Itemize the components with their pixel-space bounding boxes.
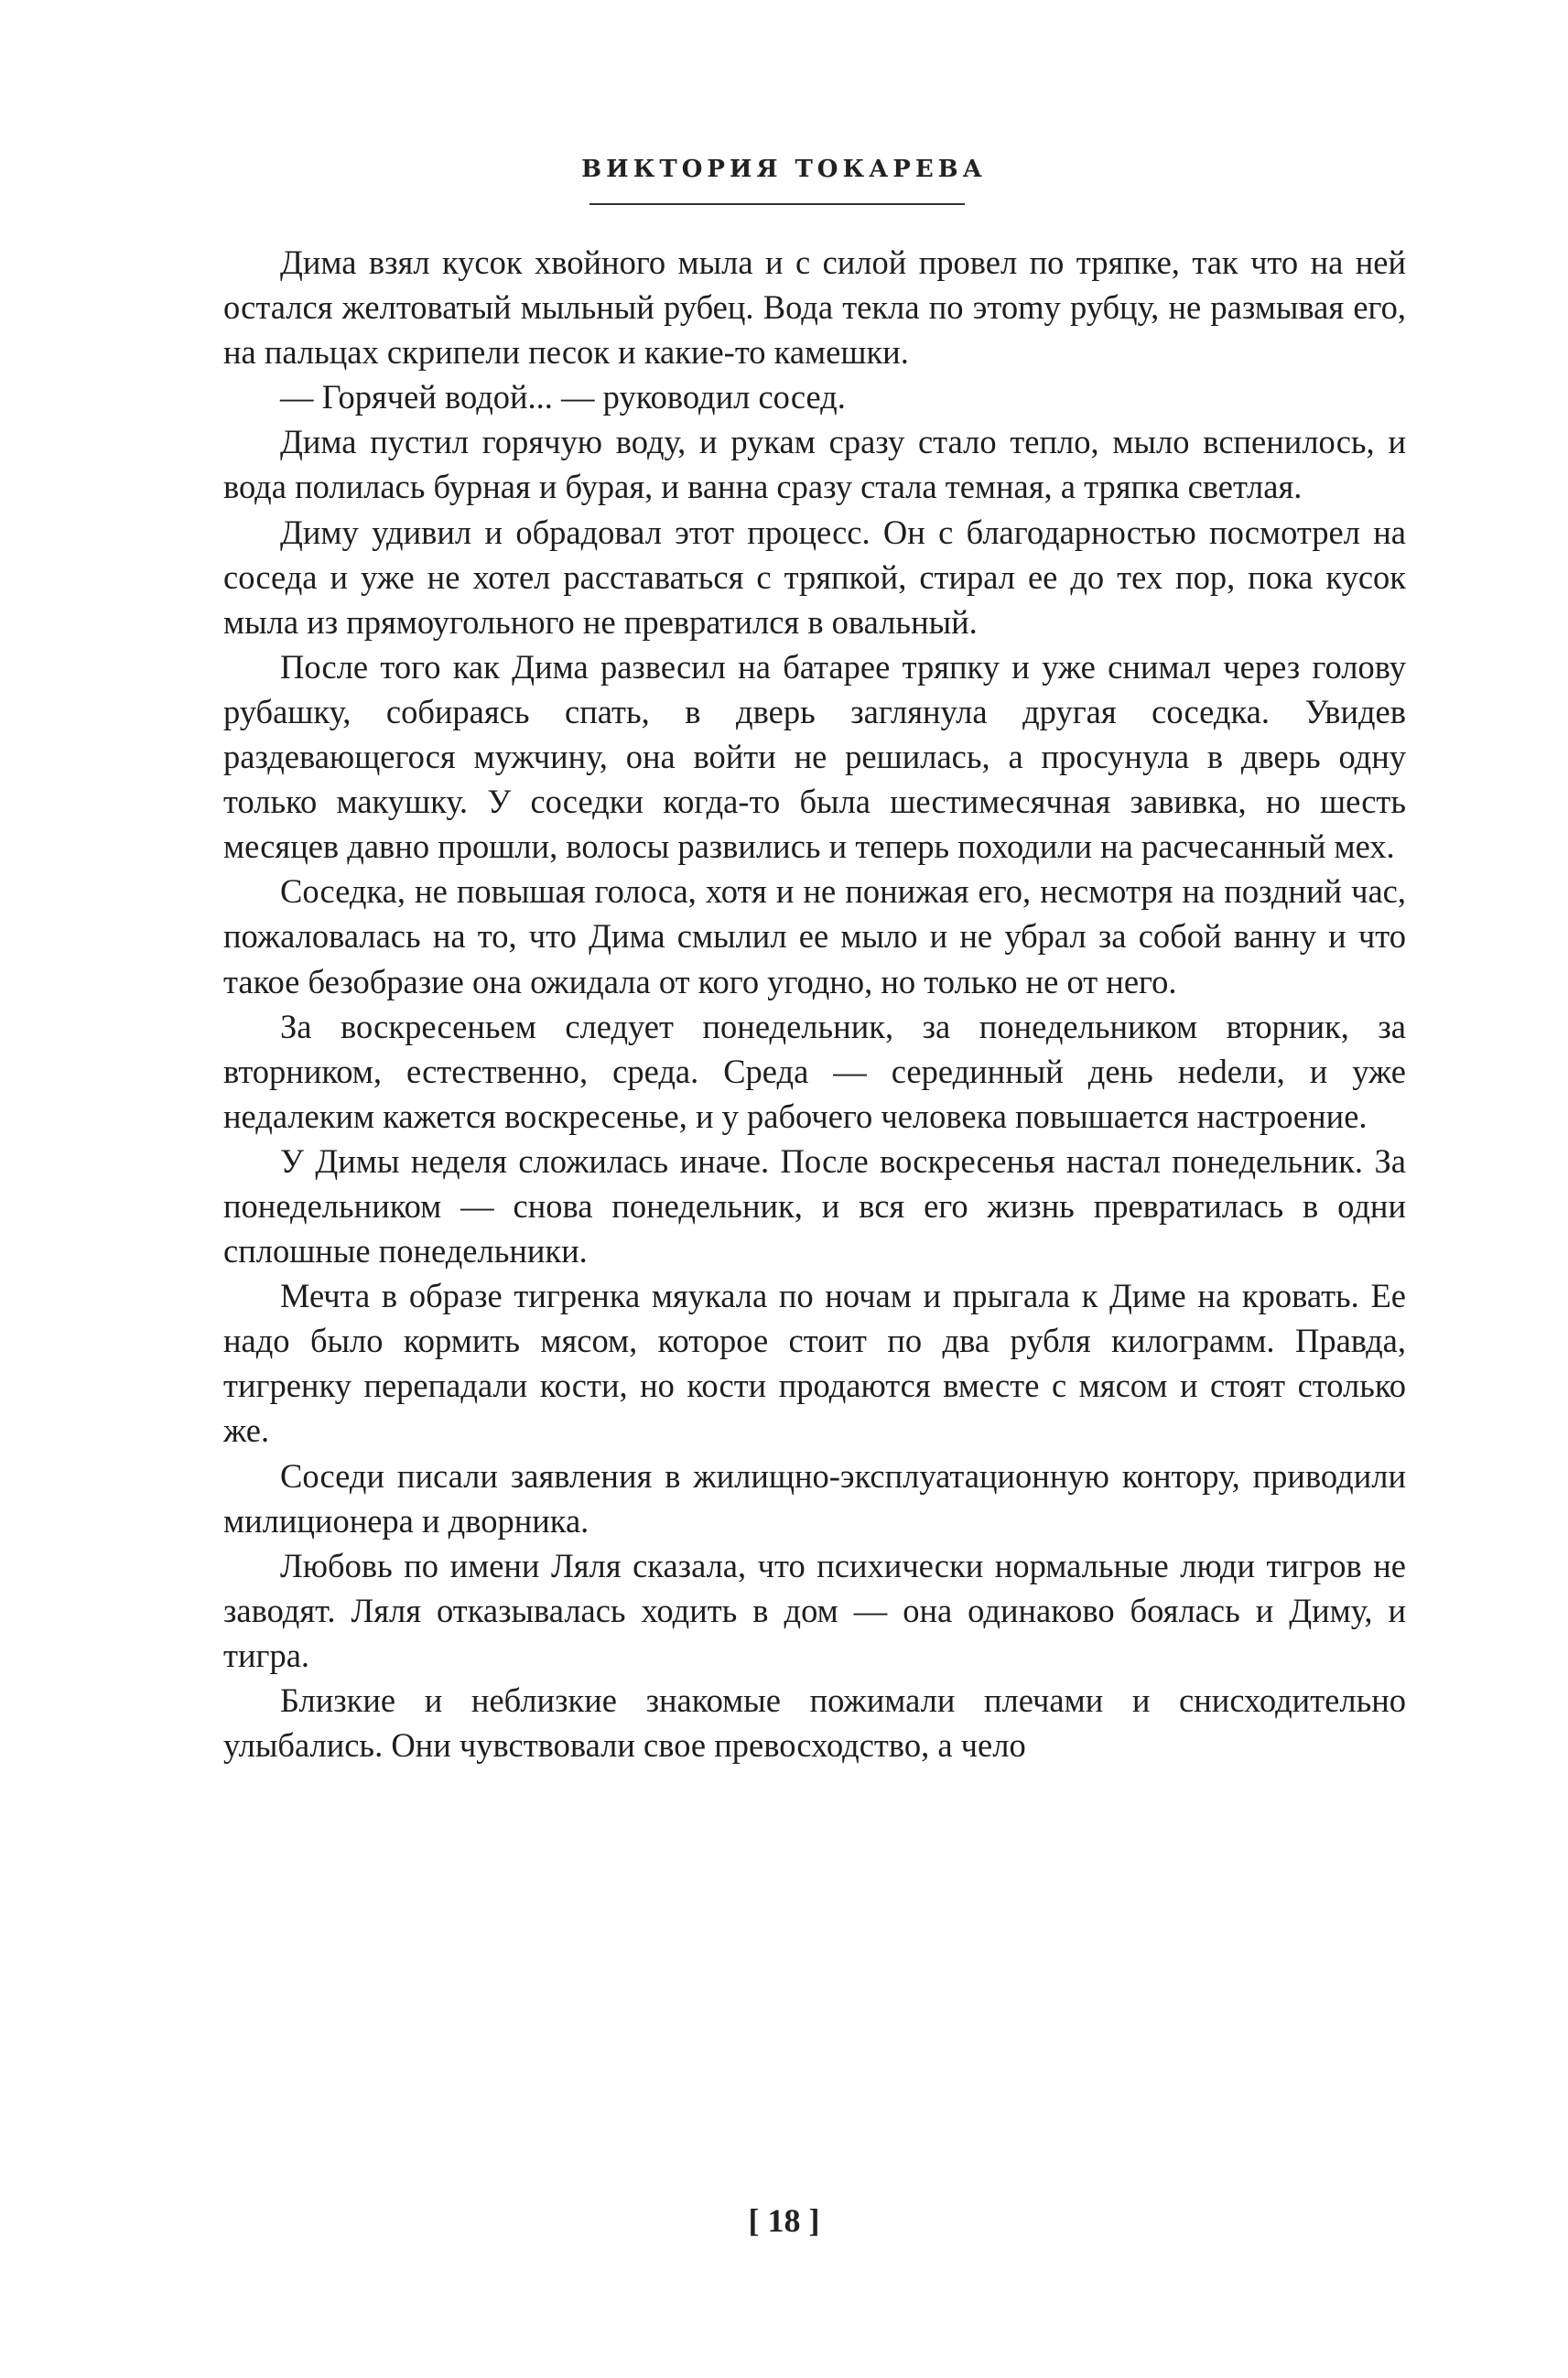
paragraph: Мечта в образе тигренка мяукала по ночам и прыгала к Диме на кровать. Ее надо было кормить мясом, которое стоит по два рубля килограмм. Правда, тигренку перепадали кости, но кости продаются вместе с мясом и стоят столько же.: [223, 1277, 1406, 1450]
running-head: ВИКТОРИЯ ТОКАРЕВА: [581, 156, 987, 183]
paragraph: Соседи писали заявления в жилищно-эксплуатационную контору, приводили милиционера и дворника.: [223, 1456, 1406, 1540]
paragraph: Соседка, не повышая голоса, хотя и не понижая его, несмотря на поздний час, пожаловалась на то, что Дима смылил ее мыло и не убрал за собой ванну и что такое безобразие она ожидала от кого угодно, но только не от него.: [223, 872, 1406, 1000]
paragraph: Дима пустил горячую воду, и рукам сразу стало тепло, мыло вспенилось, и вода полилась бурная и бурая, и ванна сразу стала темная, а тряпка светлая.: [223, 423, 1406, 506]
page-number: [ 18 ]: [748, 2202, 820, 2239]
paragraph: За воскресеньем следует понедельник, за понедельником вторник, за вторником, естественно, среда. Среда — серединный день неdели, и уже недалеким кажется воскресенье, и у рабочего человека повышается настроение.: [223, 1007, 1406, 1135]
paragraph: — Горячей водой... — руководил сосед.: [280, 378, 846, 416]
paragraph: Близкие и неблизкие знакомые пожимали плечами и снисходительно улыбались. Они чувствовали свое превосходство, а чело: [223, 1681, 1406, 1765]
paragraph: После того как Дима развесил на батарее тряпку и уже снимал через голову рубашку, собираясь спать, в дверь заглянула другая соседка. Увидев раздевающегося мужчину, она войти не решилась, а просунула в дверь одну только макушку. У соседки когда-то была шестимесячная завивка, но шесть месяцев давно прошли, волосы развились и теперь походили на расчесанный мех.: [223, 647, 1406, 866]
paragraph: Дима взял кусок хвойного мыла и с силой провел по тряпке, так что на ней остался желтоватый мыльный рубец. Вода текла по этоmу рубцу, не размывая его, на пальцах скрипели песок и какие-то камешки.: [223, 243, 1406, 372]
paragraph: Диму удивил и обрадовал этот процесс. Он с благодарностью посмотрел на соседа и уже не хотел расставаться с тряпкой, стирал ее до тех пор, пока кусок мыла из прямоугольного не превратился в овальный.: [223, 513, 1406, 641]
paragraph: У Димы неделя сложилась иначе. После воскресенья настал понедельник. За понедельником — снова понедельник, и вся его жизнь превратилась в одни сплошные понедельники.: [223, 1141, 1406, 1270]
header-rule: [589, 203, 965, 205]
paragraph: Любовь по имени Ляля сказала, что психически нормальные люди тигров не заводят. Ляля отказывалась ходить в дом — она одинаково боялась и Диму, и тигра.: [223, 1546, 1406, 1674]
body-text: [223, 240, 1406, 1767]
